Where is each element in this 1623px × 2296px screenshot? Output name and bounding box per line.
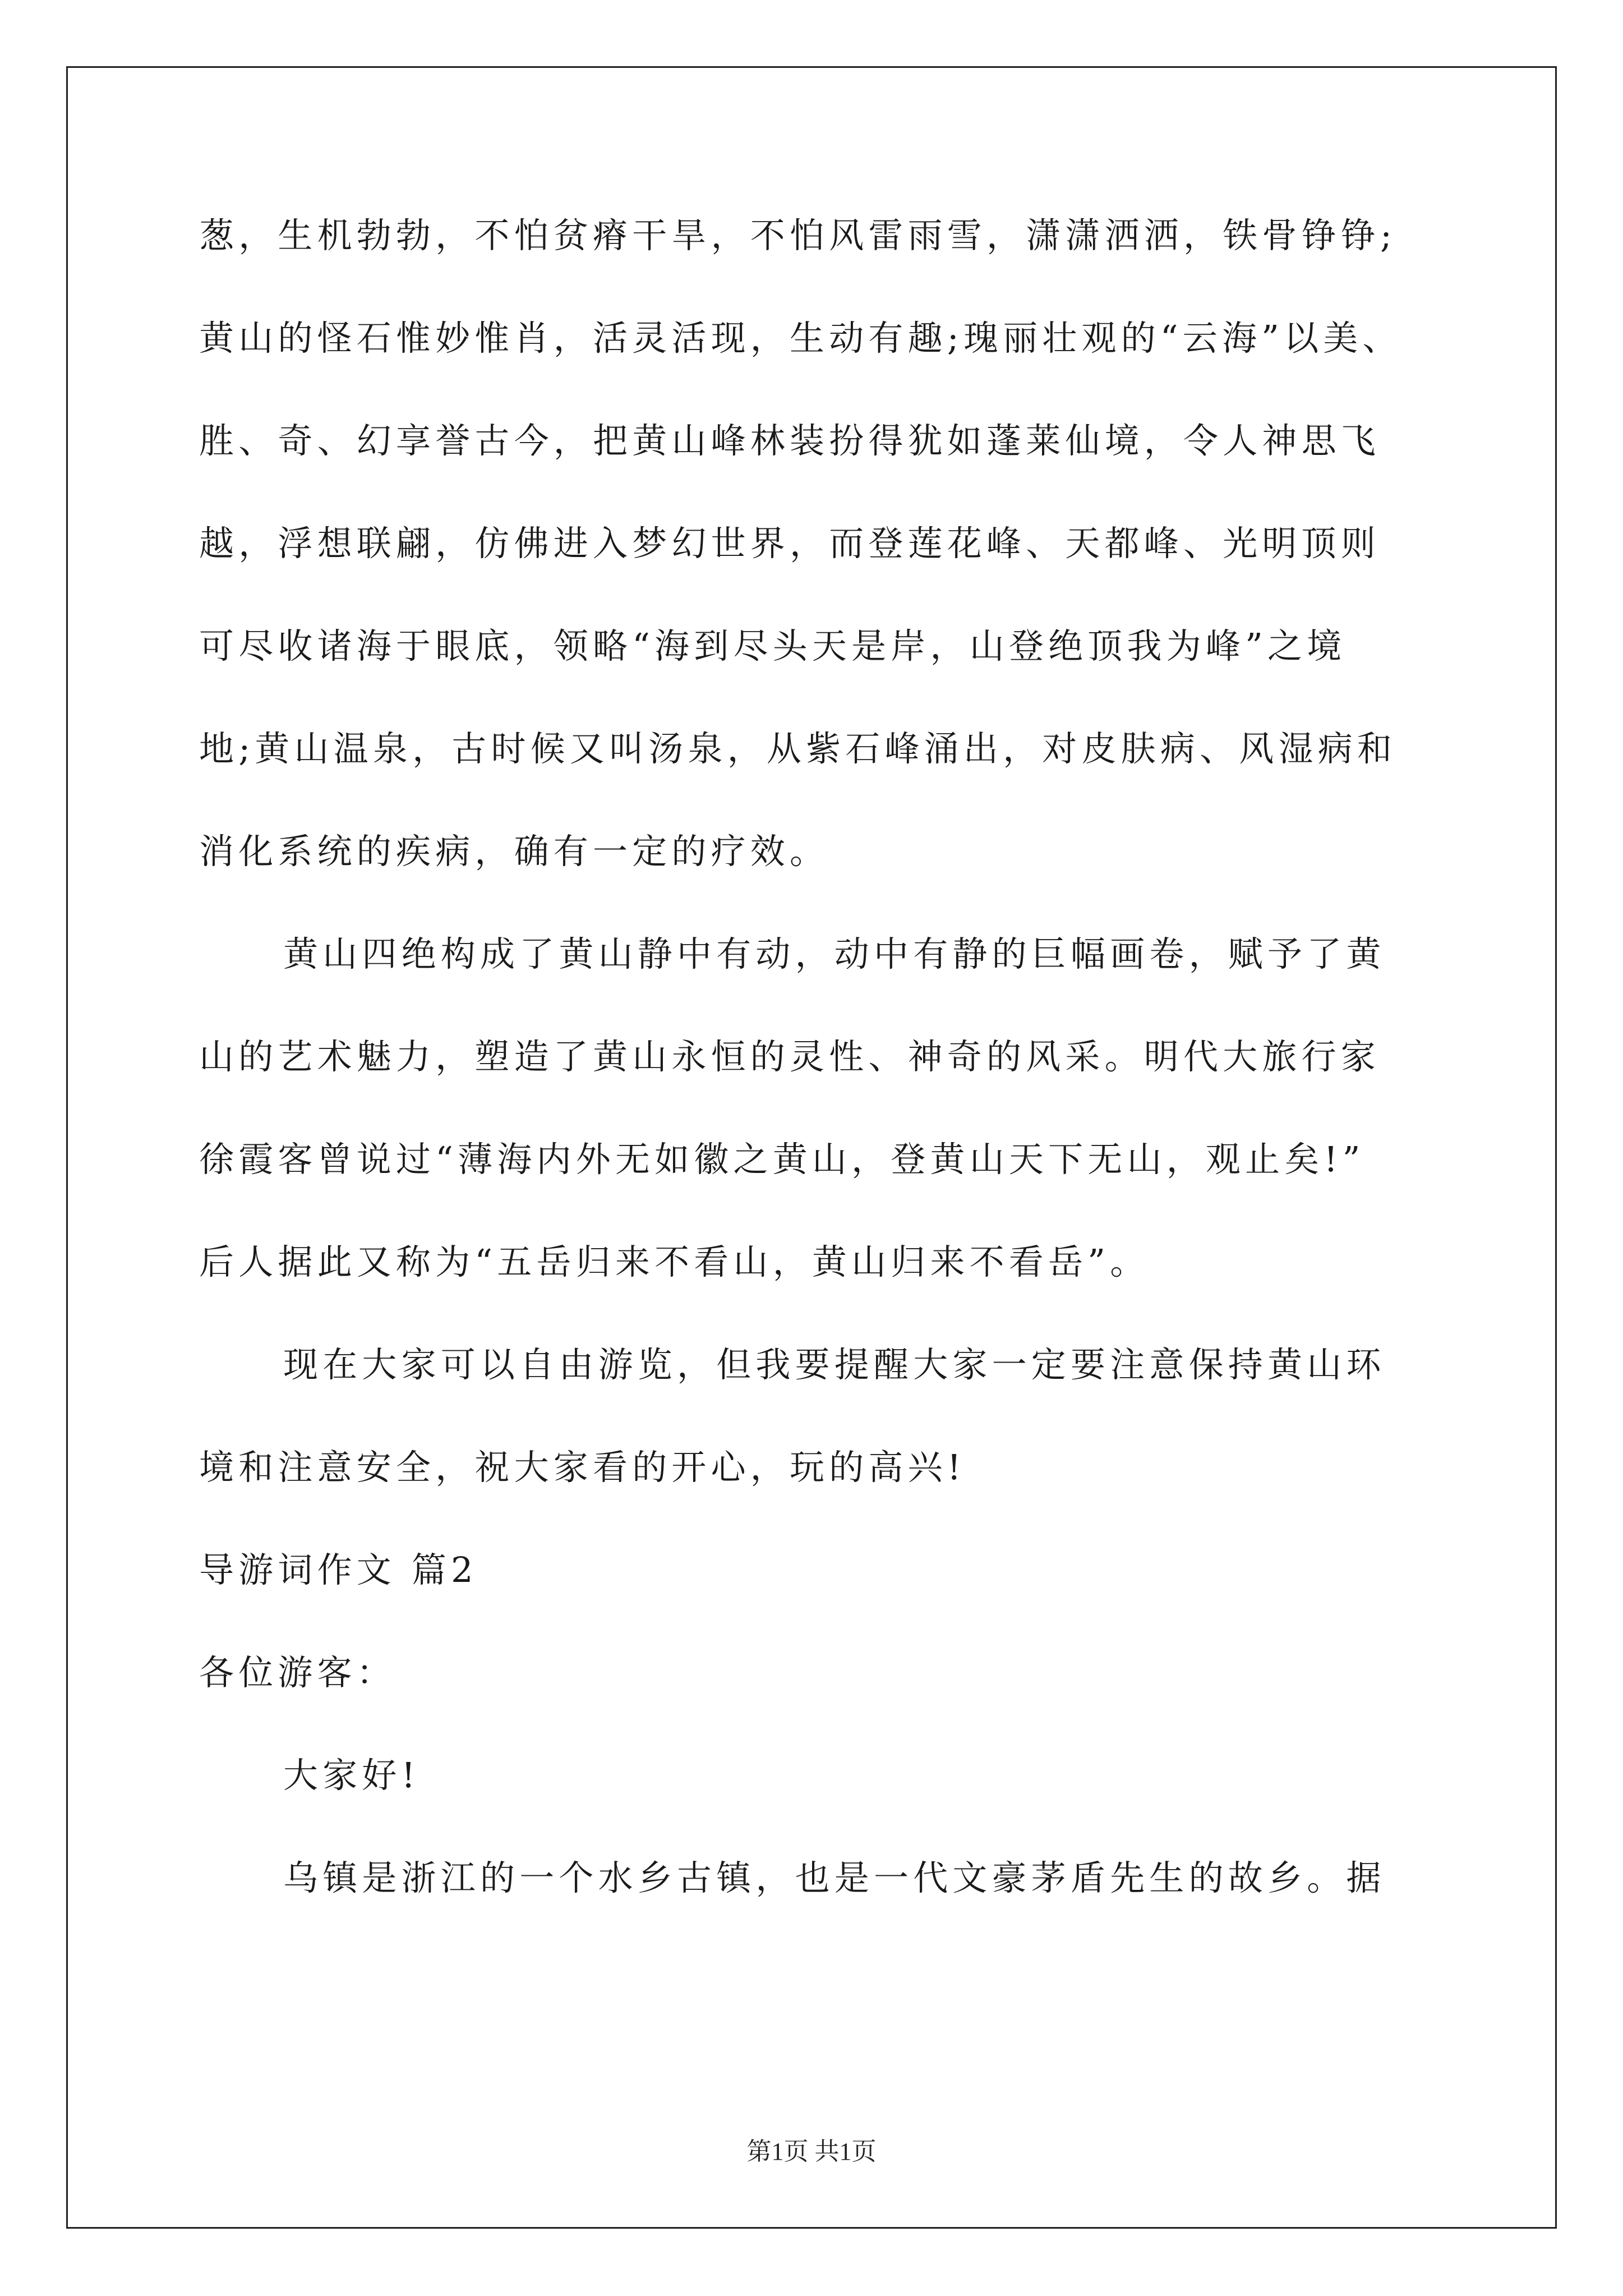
- text-line-9: 山的艺术魅力，塑造了黄山永恒的灵性、神奇的风采。明代大旅行家: [199, 1036, 1381, 1077]
- text-line-13: 境和注意安全，祝大家看的开心，玩的高兴!: [199, 1447, 966, 1488]
- text-line-1: 葱，生机勃勃，不怕贫瘠干旱，不怕风雷雨雪，潇潇洒洒，铁骨铮铮;: [199, 215, 1397, 256]
- text-line-7: 消化系统的疾病，确有一定的疗效。: [199, 831, 829, 872]
- greeting: 大家好!: [283, 1755, 420, 1796]
- text-line-10: 徐霞客曾说过“薄海内外无如徽之黄山，登黄山天下无山，观止矣!”: [199, 1139, 1365, 1180]
- paragraph-start-line: 现在大家可以自由游览，但我要提醒大家一定要注意保持黄山环: [283, 1344, 1386, 1385]
- text-line-6: 地;黄山温泉，古时候又叫汤泉，从紫石峰涌出，对皮肤病、风湿病和: [199, 728, 1397, 769]
- paragraph-start-line: 黄山四绝构成了黄山静中有动，动中有静的巨幅画卷，赋予了黄: [283, 933, 1386, 974]
- text-line-3: 胜、奇、幻享誉古今，把黄山峰林装扮得犹如蓬莱仙境，令人神思飞: [199, 420, 1381, 461]
- paragraph-start-line: 乌镇是浙江的一个水乡古镇，也是一代文豪茅盾先生的故乡。据: [283, 1857, 1386, 1898]
- page-footer: 第1页 共1页: [746, 2138, 877, 2165]
- text-line-2: 黄山的怪石惟妙惟肖，活灵活现，生动有趣;瑰丽壮观的“云海”以美、: [199, 318, 1402, 358]
- text-line-5: 可尽收诸海于眼底，领略“海到尽头天是岸，山登绝顶我为峰”之境: [199, 625, 1347, 666]
- section-heading: 导游词作文 篇2: [199, 1549, 478, 1590]
- text-line-11: 后人据此又称为“五岳归来不看山，黄山归来不看岳”。: [199, 1241, 1150, 1282]
- salutation: 各位游客：: [199, 1652, 396, 1693]
- text-line-4: 越，浮想联翩，仿佛进入梦幻世界，而登莲花峰、天都峰、光明顶则: [199, 523, 1381, 564]
